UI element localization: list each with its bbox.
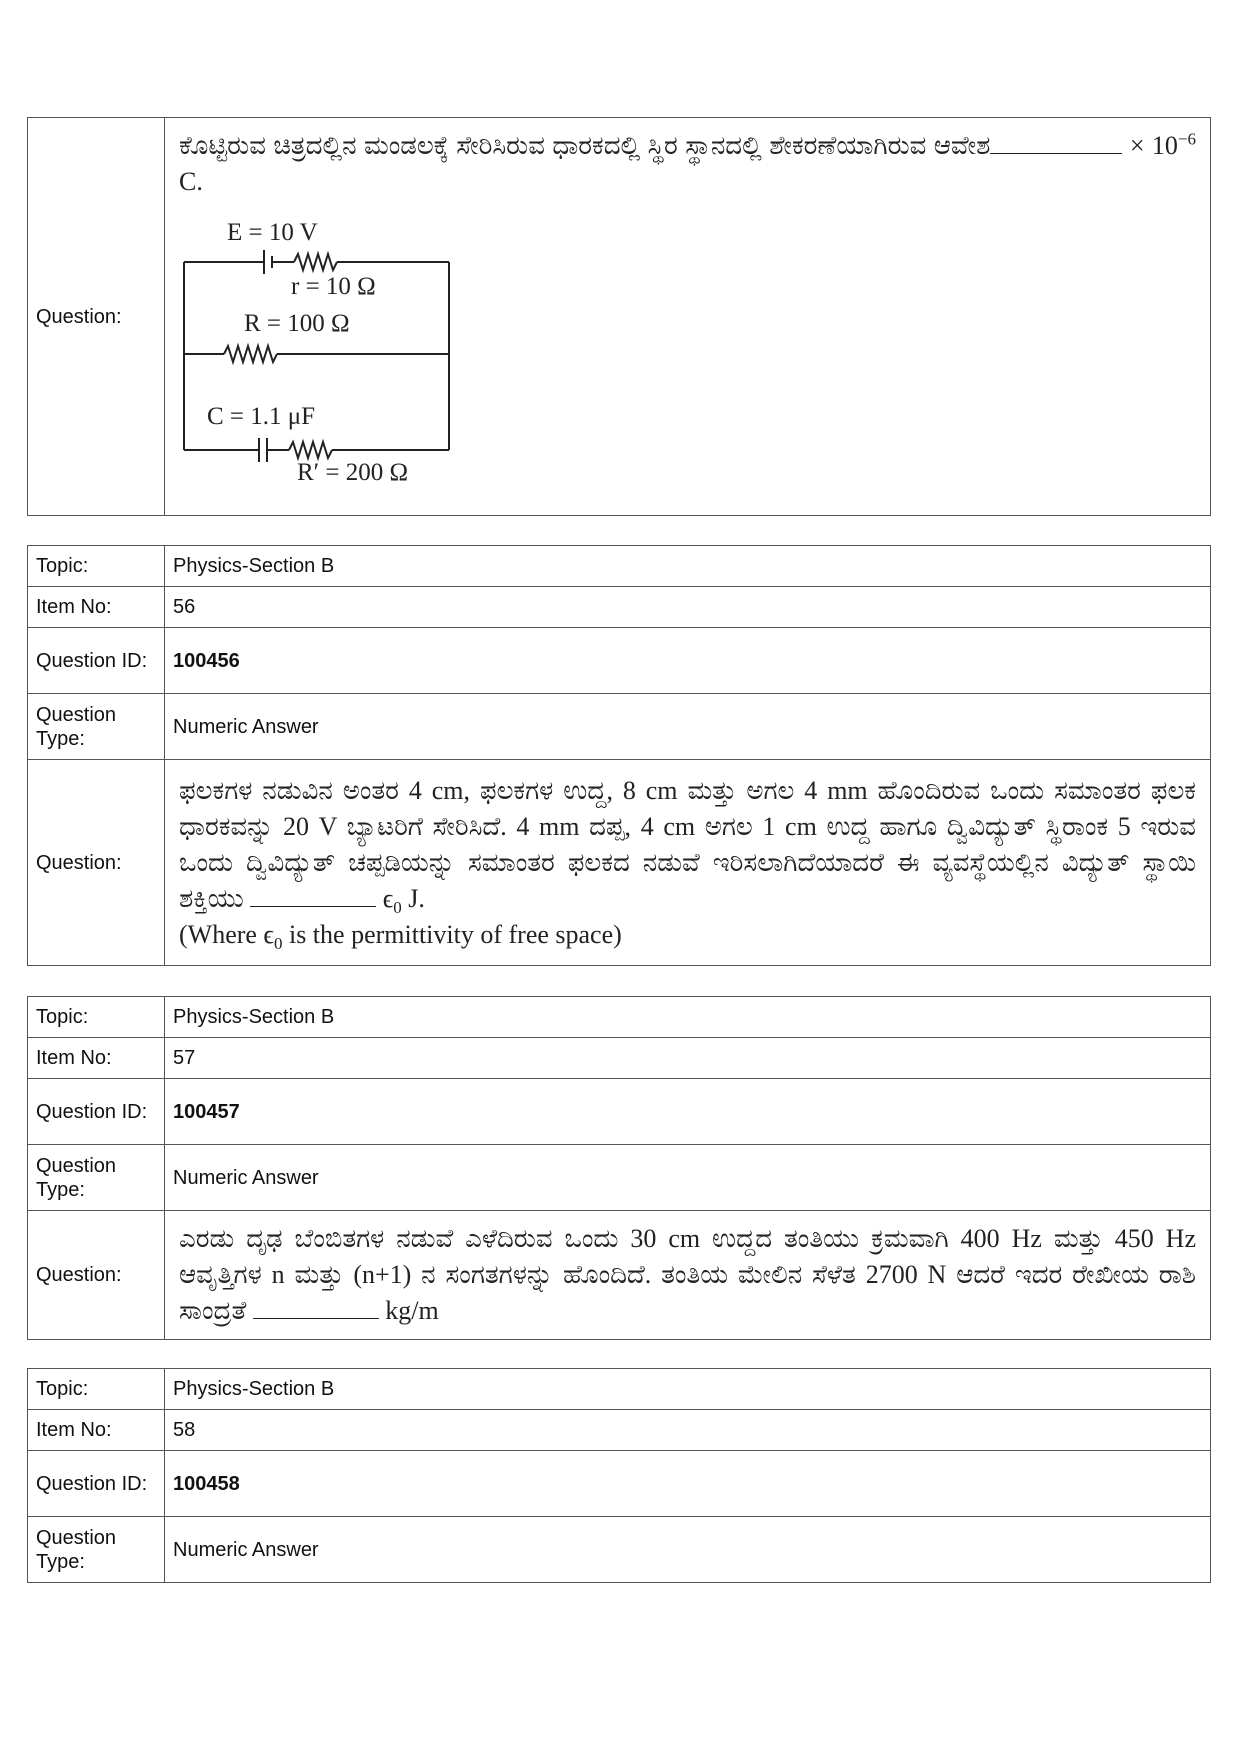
question-id-label: Question ID: <box>28 628 165 694</box>
question-58-table <box>27 1368 1211 1583</box>
capacitor-label: C = 1.1 μF <box>207 403 316 430</box>
answer-blank <box>990 131 1122 154</box>
question-kannada-text: ಕೊಟ್ಟಿರುವ ಚಿತ್ರದಲ್ಲಿನ ಮಂಡಲಕ್ಕೆ ಸೇರಿಸಿರುವ ಧಾರಕದಲ್ಲಿ ಸ್ಥಿರ ಸ್ಥಾನದಲ್ಲಿ ಶೇಕರಣೆಯಾಗಿರುವ ಆವೇಶ <box>179 131 991 160</box>
item-no-value: 57 <box>165 1038 1211 1079</box>
unit-exponent: −6 <box>1177 129 1197 149</box>
question-id-value: 100457 <box>165 1079 1211 1145</box>
question-id-label: Question ID: <box>28 1451 165 1517</box>
internal-resistance-label: r = 10 Ω <box>291 273 376 300</box>
item-no-value: 56 <box>165 587 1211 628</box>
emf-label: E = 10 V <box>227 219 318 246</box>
question-type-label: Question Type: <box>28 1145 165 1211</box>
circuit-diagram <box>179 214 479 484</box>
question-label: Question: <box>28 760 165 966</box>
topic-value: Physics-Section B <box>165 1369 1211 1410</box>
item-no-label: Item No: <box>28 1410 165 1451</box>
topic-label: Topic: <box>28 546 165 587</box>
question-label: Question: <box>28 118 165 516</box>
item-no-label: Item No: <box>28 1038 165 1079</box>
question-label: Question: <box>28 1211 165 1340</box>
note-prefix: (Where ϵ <box>179 919 274 949</box>
answer-blank <box>253 1296 379 1319</box>
item-no-value: 58 <box>165 1410 1211 1451</box>
epsilon-subscript: 0 <box>393 897 402 917</box>
topic-label: Topic: <box>28 997 165 1038</box>
unit-suffix: C. <box>179 167 203 196</box>
unit-prefix: × 10 <box>1129 131 1178 160</box>
note-suffix: is the permittivity of free space) <box>282 919 622 949</box>
note-subscript: 0 <box>273 933 283 953</box>
question-text <box>165 1211 1211 1340</box>
question-id-value: 100456 <box>165 628 1211 694</box>
topic-value: Physics-Section B <box>165 997 1211 1038</box>
question-text <box>165 760 1211 966</box>
question-type-value: Numeric Answer <box>165 1145 1211 1211</box>
question-type-label: Question Type: <box>28 1517 165 1583</box>
question-55-table <box>27 117 1211 516</box>
resistor-r-prime-label: R′ = 200 Ω <box>297 459 409 484</box>
answer-unit: J. <box>401 883 425 913</box>
topic-label: Topic: <box>28 1369 165 1410</box>
topic-value: Physics-Section B <box>165 546 1211 587</box>
question-56-table <box>27 545 1211 966</box>
resistor-r-label: R = 100 Ω <box>244 310 350 337</box>
question-57-table <box>27 996 1211 1340</box>
question-type-value: Numeric Answer <box>165 694 1211 760</box>
question-id-value: 100458 <box>165 1451 1211 1517</box>
epsilon-symbol: ϵ <box>382 883 394 913</box>
item-no-label: Item No: <box>28 587 165 628</box>
question-kannada-text: ಎರಡು ದೃಢ ಬೆಂಬಿತಗಳ ನಡುವೆ ಎಳೆದಿರುವ ಒಂದು 30 cm ಉದ್ದದ ತಂತಿಯು ಕ್ರಮವಾಗಿ 400 Hz ಮತ್ತು 450 Hz ಆವೃತ್ತಿಗಳ n ಮತ್ತು (n+1) ನ ಸಂಗತಗಳನ್ನು ಹೊಂದಿದೆ. ತಂತಿಯ ಮೇಲಿನ ಸೆಳೆತ 2700 N ಆದರೆ ಇದರ ರೇಖೀಯ ರಾಶಿ ಸಾಂದ್ರತೆ <box>179 1224 1196 1325</box>
answer-unit: kg/m <box>378 1296 439 1325</box>
question-id-label: Question ID: <box>28 1079 165 1145</box>
question-text <box>165 118 1211 516</box>
question-type-label: Question Type: <box>28 694 165 760</box>
answer-blank <box>250 884 376 907</box>
question-kannada-text: ಫಲಕಗಳ ನಡುವಿನ ಅಂತರ 4 cm, ಫಲಕಗಳ ಉದ್ದ, 8 cm ಮತ್ತು ಅಗಲ 4 mm ಹೊಂದಿರುವ ಒಂದು ಸಮಾಂತರ ಫಲಕ ಧಾರಕವನ್ನು 20 V ಬ್ಯಾಟರಿಗೆ ಸೇರಿಸಿದೆ. 4 mm ದಪ್ಪ, 4 cm ಅಗಲ 1 cm ಉದ್ದ ಹಾಗೂ ದ್ವಿವಿದ್ಯುತ್ ಸ್ಥಿರಾಂಕ 5 ಇರುವ ಒಂದು ದ್ವಿವಿದ್ಯುತ್ ಚಪ್ಪಡಿಯನ್ನು ಸಮಾಂತರ ಫಲಕದ ನಡುವೆ ಇರಿಸಲಾಗಿದೆಯಾದರೆ ಈ ವ್ಯವಸ್ಥೆಯಲ್ಲಿನ ವಿದ್ಯುತ್ ಸ್ಥಾಯಿ ಶಕ್ತಿಯು <box>179 775 1196 913</box>
question-type-value: Numeric Answer <box>165 1517 1211 1583</box>
